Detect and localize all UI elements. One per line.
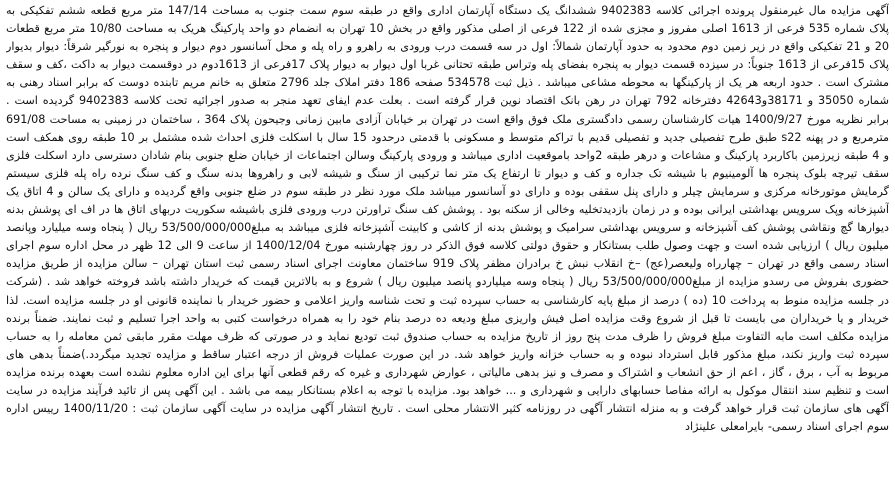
- notice-body-text: آگهی مزایده مال غیرمنقول پرونده اجرائی کلاسه 9402383 ششدانگ یک دستگاه آپارتمان اداری واقع در طبقه سوم سمت جنوب به مساحت 147/14 متر مربع قطعه ششم تفکیکی به پلاک شماره 535 فرعی از 1613 اصلی مفروز و مجزی شده از 122 فرعی از اصلی مذکور واقع در بخش 10 تهران به انضمام دو واحد پارکینگ هریک به مساحت 10/80 متر مربع قطعات 20 و 21 تفکیکی واقع در زیر زمین دوم محدود به حدود آپارتمان شمالاً: اول در سه قسمت درب ورودی به راهرو و راه پله و محل آسانسور دوم دیوار و پنجره به نورگیر شرقاً: دیوار بدیوار پلاک 15فرعی از 1613 جنوباً: در سیزده قسمت دیوار به پنجره بفضای پله وتراس طبقه تحتانی غربا اول دیوار به دیوار پلاک 17فرعی از 1613دوم در دوقسمت دیوار به داکت ،کف و سقف مشترک است . حدود اربعه هر یک از پارکینگها به محوطه مشاعی میباشد . ذیل ثبت 534578 صفحه 186 دفتر املاک جلد 2796 متعلق به خانم مریم تابنده دوست که برابر اسناد رهنی به شماره 35050 و 38171و42643 دفترخانه 792 تهران در رهن بانک اقتصاد نوین قرار گرفته است . بعلت عدم ایفای تعهد منجر به صدور اجرائیه تحت کلاسه 9402383 گردیده است . برابر نظریه مورخ 1400/9/27 هیات کارشناسان رسمی دادگستری ملک فوق واقع است در تهران بر خیابان آزادی مابین زمانی وجیحون پلاک 364 ، ساختمان در زمینی به مساحت 691/08 مترمربع و در پهنه s22 طبق طرح تفصیلی جدید و تفصیلی قدیم با تراکم متوسط و مسکونی با قدمتی درحدود 15 سال با اسکلت فلزی احداث شده مشتمل بر 10 طبقه روی همکف است و 4 طبقه زیرزمین باکاربرد پارکینگ و مشاعات و درهر طبقه 2واحد باموقعیت اداری میباشد و ورودی پارکینگ وسالن اجتماعات از خیابان ضلع جنوبی بنام شادان دسترسی دارد اسکلت فلزی سقف تیرچه بلوک پنجره ها آلومینیوم با شیشه تک جداره و کف و دیوار تا ارتفاع یک متر نما ترکیبی از سنگ و شیشه لابی و راهروها بدنه سنگ و کف سنگ نرده راه پله فلزی سیستم گرمایش موتورخانه مرکزی و سرمایش چیلر و دارای پنل سقفی بوده و دارای دو آسانسور میباشد ملک مورد نظر در طبقه سوم در ضلع جنوبی واقع گردیده و دارای یک سالن و 4 اتاق یک آشپزخانه وپک سرویس بهداشتی ایرانی بوده و در زمان بازدیدتخلیه وخالی از سکنه بود . پوشش کف سنگ تراورتن درب ورودی فلزی باشیشه سکوریت دربهای اتاق ها در اف ای پوشش بدنه دیوارها گچ ونقاشی پوشش کف آشپزخانه و سرویس بهداشتی سرامیک و پوشش بدنه از کاشی و کابینت آشپزخانه فلزی میباشد به مبلغ53/500/000/000 ریال ( پنجاه وسه میلیارد وپانصد میلیون ریال ) ارزیابی شده است و جهت وصول طلب بستانکار و حقوق دولتی کلاسه فوق الذکر در روز چهارشنبه مورخ 1400/12/04 از ساعت 9 الی 12 ظهر در محل اداره سوم اجرای اسناد رسمی واقع در تهران – چهارراه ولیعصر(عج) –خ انقلاب نبش خ برادران مظفر پلاک 919 ساختمان معاونت اجرای اسناد رسمی ثبت استان تهران – سالن مزایده از طریق مزایده حضوری بفروش می رسدو مزایده از مبلغ53/500/000/000 ریال ( پنجاه وسه میلیاردو پانصد میلیون ریال ) شروع و به بالاترین قیمت که خریدار داشته باشد فروخته خواهد شد . (شرکت در جلسه مزایده منوط به پرداخت 10 (ده ) درصد از مبلغ پایه کارشناسی به حساب سپرده ثبت و تحت شناسه واریز اعلامی و حضور خریدار با نماینده قانونی او در جلسه مزایده است. لذا خریدار و یا خریداران می بایست تا قبل از شروع وقت مزایده اصل فیش واریزی مبلغ ودیعه ده درصد بنام خود را به همراه درخواست کتبی به واحد اجرا تسلیم و ثبت نمایند. ضمناً برنده مزایده مکلف است مابه التفاوت مبلغ فروش را ظرف مدت پنج روز از تاریخ مزایده به حساب صندوق ثبت تودیع نماید و در صورتی که ظرف مهلت مقرر مابقی ثمن معامله را به حساب سپرده ثبت واریز نکند، مبلغ مذکور قابل استرداد نبوده و به حساب خزانه واریز خواهد شد. در این صورت عملیات فروش از درجه اعتبار ساقط و مزایده تجدید میگردد.)ضمناً بدهی های مربوط به آب ، برق ، گاز ، اعم از حق انشعاب و اشتراک و مصرف و نیز بدهی مالیاتی ، عوارض شهرداری و غیره که رقم قطعی آنها برای این اداره معلوم نشده است بعهده برنده مزایده است و تنظیم سند انتقال موکول به ارائه مفاصا حسابهای دارایی و شهرداری و ... خواهد بود. مزایده با توجه به اعلام بستانکار بیمه می باشد . این آگهی پس از تائید فرآیند مزایده در سایت آگهی های سازمان ثبت قرار خواهد گرفت و به منزله انتشار آگهی در روزنامه کثیر الانتشار محلی است . تاریخ انتشار آگهی مزایده در سایت آگهی سازمان ثبت : 1400/11/20 رییس اداره سوم اجرای اسناد رسمی- بایرامعلی علینژاد: [6, 4, 889, 434]
- auction-notice: [6, 2, 889, 489]
